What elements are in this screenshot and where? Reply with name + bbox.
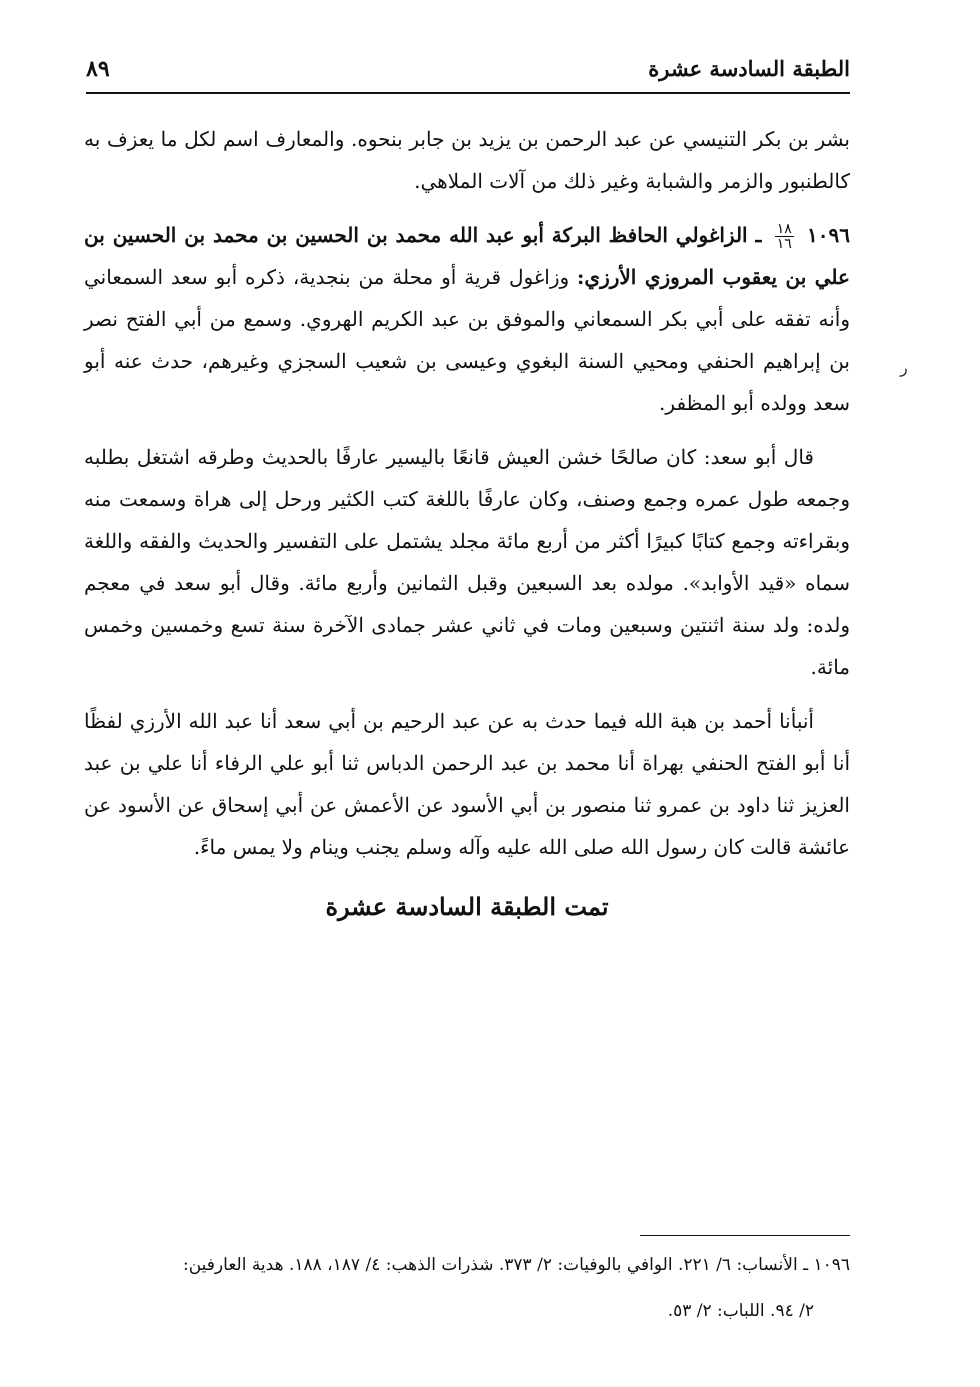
- entry-heading: ـ الزاغولي الحافظ البركة أبو عبد الله محمد بن الحسين بن محمد بن الحسين بن علي بن يعقوب المروزي الأرزي:: [84, 223, 850, 289]
- closing-heading: تمت الطبقة السادسة عشرة: [325, 892, 609, 921]
- fraction-bottom: ١٦: [776, 236, 792, 252]
- fraction-top: ١٨: [776, 221, 792, 237]
- page-header: [86, 48, 850, 94]
- entry-fraction: [775, 222, 794, 251]
- paragraph-hadith: أنبأنا أحمد بن هبة الله فيما حدث به عن عبد الرحيم بن أبي سعد أنا عبد الله الأرزي لفظًا أنا أبو الفتح الحنفي بهراة أنا محمد بن عبد الرحمن الدباس ثنا أبو علي الرفاء أنا علي بن عبد العزيز ثنا داود بن عمرو ثنا منصور بن أبي الأسود عن الأعمش عن أبي إسحاق عن الأسود عن عائشة قالت كان رسول الله صلى الله عليه وآله وسلم يجنب وينام ولا يمس ماءً.: [84, 709, 850, 859]
- paragraph-continuation: بشر بن بكر التنيسي عن عبد الرحمن بن يزيد بن جابر بنحوه. والمعارف اسم لكل ما يعزف به كالطنبور والزمر والشبابة وغير ذلك من آلات الملاهي.: [84, 127, 850, 193]
- entry-number: ١٠٩٦: [807, 223, 851, 247]
- footnotes: [84, 1247, 850, 1329]
- running-title: الطبقة السادسة عشرة: [648, 56, 850, 81]
- margin-mark: ﺭ: [900, 358, 908, 377]
- entry-text: وزاغول قرية أو محلة من بنجدية، ذكره أبو سعد السمعاني وأنه تفقه على أبي بكر السمعاني والموفق بن عبد الكريم الهروي. وسمع من أبي الفتح نصر بن إبراهيم الحنفي ومحيي السنة البغوي وعيسى بن شعيب السجزي وغيرهم، حدث عنه أبو سعد وولده أبو المظفر.: [84, 265, 850, 415]
- footnote-divider: [640, 1235, 850, 1236]
- paragraph-biography: قال أبو سعد: كان صالحًا خشن العيش قانعًا باليسير عارفًا بالحديث وطرقه اشتغل بطلبه وجمعه طول عمره وجمع وصنف، وكان عارفًا باللغة كتب الكثير ورحل إلى هراة وسمعت منه وبقراءته وجمع كتابًا كبيرًا أكثر من أربع مائة مجلد يشتمل على التفسير والحديث والفقه واللغة سماه «قيد الأوابد». مولده بعد السبعين وقبل الثمانين وأربع مائة. وقال أبو سعد في معجم ولده: ولد سنة اثنتين وسبعين ومات في ثاني عشر جمادى الآخرة سنة تسع وخمسين وخمس مائة.: [84, 445, 850, 679]
- entry-paragraph: [84, 214, 850, 424]
- page-number: ٨٩: [86, 56, 110, 82]
- footnote-line-1: ١٠٩٦ ـ الأنساب: ٦/ ٢٢١. الوافي بالوفيات: ٢/ ٣٧٣. شذرات الذهب: ٤/ ١٨٧، ١٨٨. هدية العارفين:: [183, 1255, 850, 1275]
- main-text: [84, 118, 850, 928]
- footnote-line-2: ٢/ ٩٤. اللباب: ٢/ ٥٣.: [667, 1301, 814, 1321]
